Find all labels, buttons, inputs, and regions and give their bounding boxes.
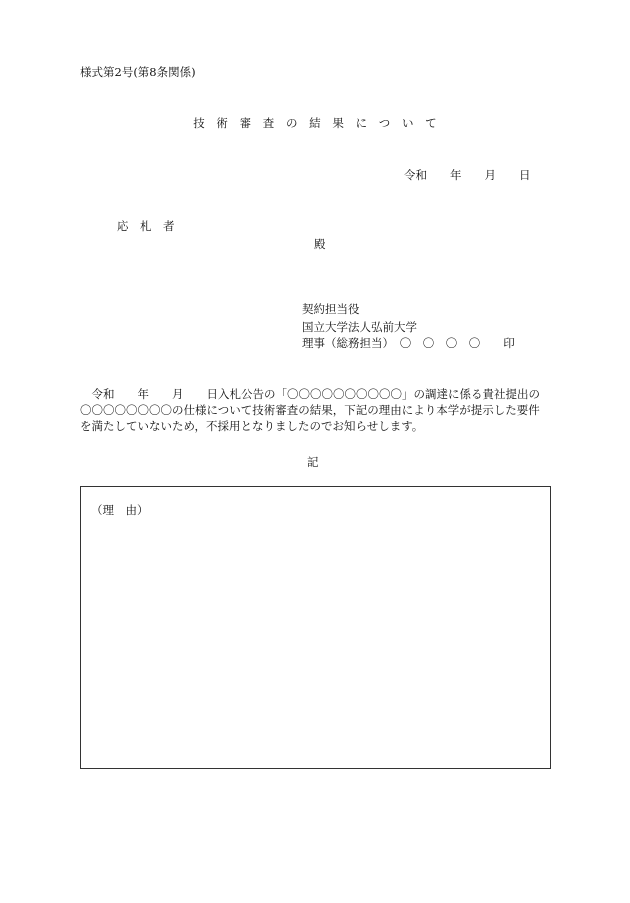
honorific: 殿 (314, 237, 326, 251)
body-text-line-1: 令和 年 月 日入札公告の「〇〇〇〇〇〇〇〇〇〇」の調達に係る貴社提出の (80, 387, 540, 401)
recipient-label: 応 札 者 (117, 219, 175, 233)
sender-name-seal: 理事（総務担当） 〇 〇 〇 〇 印 (302, 336, 515, 350)
sender-role: 契約担当役 (302, 302, 360, 316)
body-text-line-2: 〇〇〇〇〇〇〇〇の仕様について技術審査の結果，下記の理由により本学が提示した要件 (80, 403, 540, 417)
date-line: 令和 年 月 日 (404, 168, 531, 182)
body-text-line-3: を満たしていないため，不採用となりましたのでお知らせします。 (80, 419, 424, 433)
sender-organization: 国立大学法人弘前大学 (302, 320, 417, 334)
document-title: 技 術 審 査 の 結 果 に つ い て (193, 116, 437, 130)
form-number: 様式第2号(第8条関係) (80, 65, 196, 79)
ki-heading: 記 (307, 455, 319, 469)
reason-box (80, 486, 551, 769)
reason-label: （理 由） (91, 503, 149, 517)
